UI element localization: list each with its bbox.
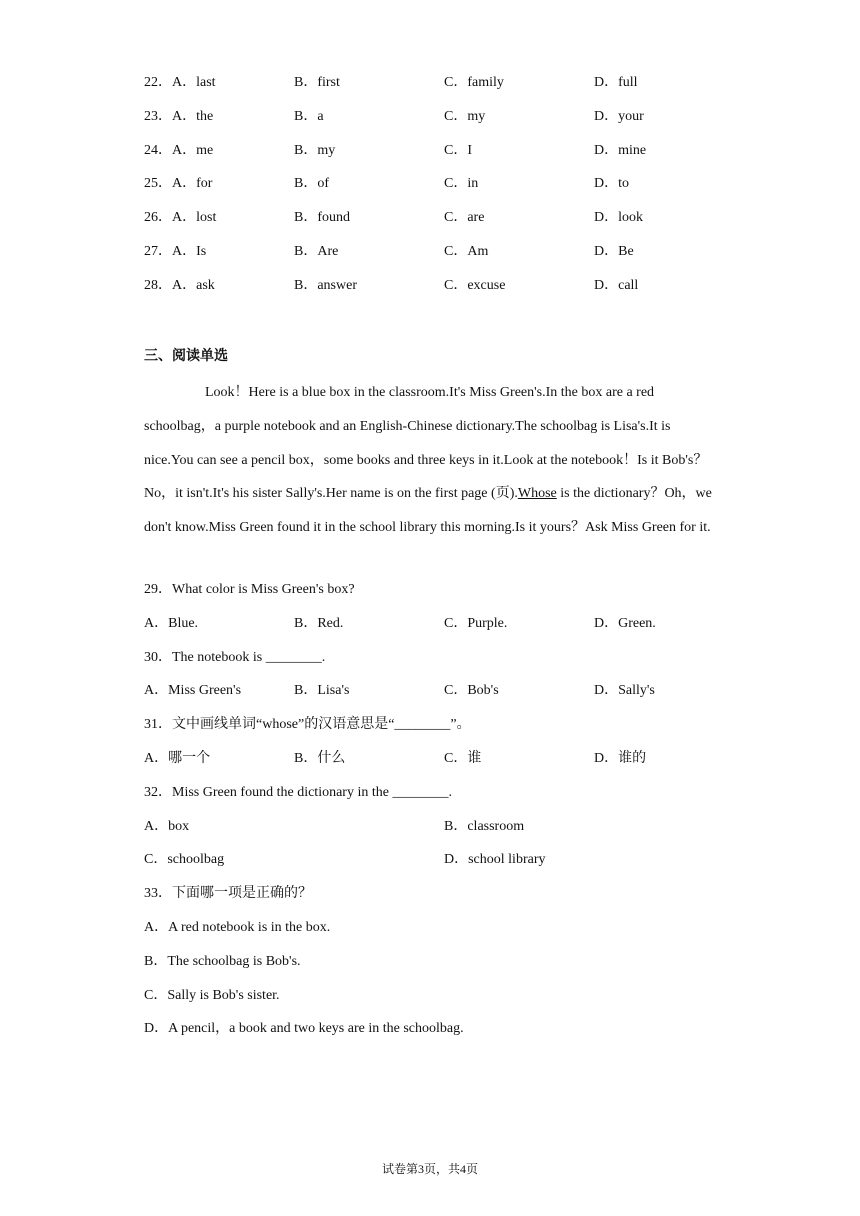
option-d: D．谁的 bbox=[594, 751, 647, 766]
option-a: 27．A．Is bbox=[144, 244, 207, 259]
option-d: D．school library bbox=[444, 852, 546, 867]
option-a: A．box bbox=[144, 819, 190, 834]
option-b: B．什么 bbox=[294, 751, 346, 766]
option-c: C．are bbox=[444, 210, 485, 225]
question-33-option-d: D．A pencil，a book and two keys are in the schoolbag. bbox=[144, 1021, 464, 1036]
option-d: D．Green. bbox=[594, 616, 656, 631]
option-a: 25．A．for bbox=[144, 176, 213, 191]
option-d: D．look bbox=[594, 210, 643, 225]
option-c: C．I bbox=[444, 143, 472, 158]
option-d: D．call bbox=[594, 278, 639, 293]
option-d: D．full bbox=[594, 75, 638, 90]
option-b: B．Red. bbox=[294, 616, 344, 631]
option-b: B．my bbox=[294, 143, 336, 158]
option-b: B．Lisa's bbox=[294, 683, 350, 698]
section-title: 三、阅读单选 bbox=[144, 349, 228, 364]
option-a: 26．A．lost bbox=[144, 210, 217, 225]
option-c: C．my bbox=[444, 109, 486, 124]
question-33-option-c: C．Sally is Bob's sister. bbox=[144, 988, 280, 1003]
reading-passage bbox=[144, 376, 722, 545]
question-33-option-b: B．The schoolbag is Bob's. bbox=[144, 954, 301, 969]
question-29-stem: 29．What color is Miss Green's box? bbox=[144, 582, 355, 597]
option-b: B．Are bbox=[294, 244, 339, 259]
option-b: B．found bbox=[294, 210, 350, 225]
option-d: D．Be bbox=[594, 244, 634, 259]
option-c: C．schoolbag bbox=[144, 852, 225, 867]
option-b: B．of bbox=[294, 176, 329, 191]
option-c: C．谁 bbox=[444, 751, 482, 766]
option-c: C．excuse bbox=[444, 278, 506, 293]
question-30-stem: 30．The notebook is ________. bbox=[144, 650, 326, 665]
question-31-stem: 31．文中画线单词“whose”的汉语意思是“________”。 bbox=[144, 717, 471, 732]
option-d: D．Sally's bbox=[594, 683, 655, 698]
option-a: 23．A．the bbox=[144, 109, 214, 124]
underlined-word: Whose bbox=[517, 486, 557, 502]
passage-text-1: Look！Here is a blue box in the classroom.It's Miss Green's.In the box are a red schoolbag，a purple notebook and an English-Chinese dictionary.The schoolbag is Lisa's.It is nice.You can see a pencil box，some books and three keys in it.Look at the notebook！Is it Bob's？No，it isn't.It's his sister Sally's.Her name is on the first page (页). bbox=[144, 385, 708, 502]
option-a: A．Miss Green's bbox=[144, 683, 242, 698]
option-b: B．classroom bbox=[444, 819, 525, 834]
option-b: B．a bbox=[294, 109, 324, 124]
option-a: 24．A．me bbox=[144, 143, 214, 158]
page-footer: 试卷第3页，共4页 bbox=[381, 1162, 478, 1176]
option-a: A．Blue. bbox=[144, 616, 199, 631]
question-33-stem: 33．下面哪一项是正确的？ bbox=[144, 886, 312, 901]
option-b: B．first bbox=[294, 75, 340, 90]
option-b: B．answer bbox=[294, 278, 357, 293]
option-a: 22．A．last bbox=[144, 75, 216, 90]
passage-text-2: is the dictionary？Oh，we don't know.Miss Green found it in the school library this morning.Is it yours？Ask Miss Green for it. bbox=[144, 486, 712, 536]
option-c: C．in bbox=[444, 176, 479, 191]
option-c: C．Am bbox=[444, 244, 489, 259]
option-c: C．Purple. bbox=[444, 616, 508, 631]
option-d: D．to bbox=[594, 176, 629, 191]
option-a: A．哪一个 bbox=[144, 751, 211, 766]
question-32-stem: 32．Miss Green found the dictionary in the ________. bbox=[144, 785, 452, 800]
option-a: 28．A．ask bbox=[144, 278, 215, 293]
option-d: D．mine bbox=[594, 143, 647, 158]
option-d: D．your bbox=[594, 109, 644, 124]
option-c: C．family bbox=[444, 75, 504, 90]
question-33-option-a: A．A red notebook is in the box. bbox=[144, 920, 331, 935]
option-c: C．Bob's bbox=[444, 683, 499, 698]
